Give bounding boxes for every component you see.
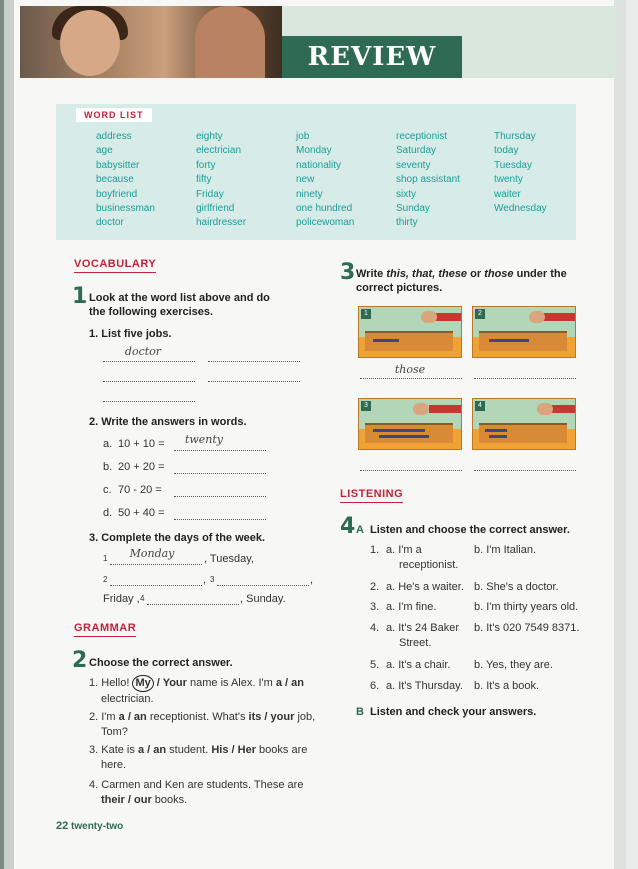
item-text: receptionist. What's xyxy=(149,711,246,723)
day-before-4: Friday , xyxy=(103,593,140,605)
listen-item-1-number: 1. xyxy=(370,544,380,556)
item-text: Hello! xyxy=(101,677,130,689)
exercise-1-instruction: Look at the word list above and do the following exercises. xyxy=(89,292,270,318)
listen-item-3-option-b[interactable]: b. I'm thirty years old. xyxy=(474,601,579,613)
header-photo xyxy=(20,6,282,78)
grammar-item-1 xyxy=(89,675,319,707)
title-band xyxy=(282,36,462,78)
day-1-answer: Monday xyxy=(129,547,175,560)
picture-number: 4 xyxy=(475,401,485,411)
q2a-sum: 10 + 10 = xyxy=(118,438,165,450)
item-text: Kate is xyxy=(101,744,135,756)
exercise-3-instruction xyxy=(356,267,576,295)
word-list-column-4 xyxy=(396,130,460,231)
word-list-column-3 xyxy=(296,130,354,231)
comma: , xyxy=(203,574,207,586)
word-list-column-1 xyxy=(96,130,155,231)
word: twenty xyxy=(494,174,523,186)
word: doctor xyxy=(96,217,124,229)
instruction-words: this, that, these xyxy=(386,268,468,280)
item-number: 2. xyxy=(89,711,99,723)
word: age xyxy=(96,145,113,157)
exercise-2-number: 2 xyxy=(72,648,88,673)
item-number: 3. xyxy=(89,744,99,756)
page-number-words: twenty-two xyxy=(71,821,124,832)
word: businessman xyxy=(96,203,155,215)
item-text: name is Alex. I'm xyxy=(190,677,273,689)
word: Monday xyxy=(296,145,332,157)
exercise-1-number: 1 xyxy=(72,284,88,309)
job-answer-3[interactable] xyxy=(103,370,195,382)
option-a-text: a. It's 24 Baker xyxy=(386,622,460,634)
photo-man xyxy=(195,6,265,78)
arm xyxy=(433,313,462,321)
word-list-box xyxy=(56,104,576,240)
listening-heading: LISTENING xyxy=(340,488,403,503)
item-text: here. xyxy=(101,759,127,771)
word: boyfriend xyxy=(96,188,138,200)
listen-item-2-option-b[interactable]: b. She's a doctor. xyxy=(474,581,559,593)
day-4-line[interactable] xyxy=(147,593,239,605)
option[interactable]: / Your xyxy=(156,677,187,689)
circled-answer[interactable]: My xyxy=(132,675,153,692)
picture-table xyxy=(365,423,453,443)
picture-4-answer-line[interactable] xyxy=(474,459,576,471)
option[interactable]: their / our xyxy=(101,794,152,806)
pointing-hand xyxy=(421,311,437,323)
option[interactable]: its / your xyxy=(248,711,295,723)
day-3-number: 3 xyxy=(210,575,215,584)
day-after-4: , Sunday. xyxy=(240,593,286,605)
word: address xyxy=(96,131,132,142)
listen-item-1-option-a[interactable] xyxy=(386,543,476,573)
grammar-item-4 xyxy=(89,778,319,808)
item-text: Tom? xyxy=(101,726,128,738)
option-a-text: a. I'm a xyxy=(386,544,422,556)
q2c-answer-line[interactable] xyxy=(174,485,266,497)
arm xyxy=(549,405,576,413)
listen-item-4-option-b[interactable]: b. It's 020 7549 8371. xyxy=(474,622,580,634)
arm xyxy=(543,313,576,321)
page-title: REVIEW xyxy=(307,42,437,72)
option-a-text: Street. xyxy=(399,637,432,649)
pen xyxy=(379,435,429,438)
q2-label: 2. Write the answers in words. xyxy=(89,416,247,428)
word-list-column-2 xyxy=(196,130,246,231)
word: waiter xyxy=(494,188,521,200)
job-answer-1-text: doctor xyxy=(124,345,162,358)
listen-item-6-option-a[interactable]: a. It's Thursday. xyxy=(386,680,463,692)
listen-item-4-number: 4. xyxy=(370,622,380,634)
item-text: books are xyxy=(259,744,308,756)
word: because xyxy=(96,174,134,186)
pen xyxy=(485,429,507,432)
word: thirty xyxy=(396,217,418,229)
grammar-item-3 xyxy=(89,743,319,773)
word: policewoman xyxy=(296,217,355,229)
word-list-column-5 xyxy=(494,130,547,216)
pen xyxy=(489,435,507,438)
listen-item-5-option-a[interactable]: a. It's a chair. xyxy=(386,659,451,671)
item-text: Carmen and Ken are students. These are xyxy=(101,779,304,791)
part-a-label: A xyxy=(356,524,364,536)
q2c-prefix: c. xyxy=(103,484,112,496)
option[interactable]: a / an xyxy=(275,677,304,689)
item-number: 4. xyxy=(89,779,99,791)
word-list-label: WORD LIST xyxy=(76,108,152,122)
option[interactable]: a / an xyxy=(118,711,147,723)
listen-item-5-number: 5. xyxy=(370,659,380,671)
day-after-1: , Tuesday, xyxy=(204,553,254,565)
item-number: 1. xyxy=(89,677,99,689)
day-3-line[interactable] xyxy=(217,574,309,586)
word: ninety xyxy=(296,188,323,200)
word: hairdresser xyxy=(196,217,247,229)
day-1-number: 1 xyxy=(103,554,108,563)
picture-4 xyxy=(472,398,576,450)
q2d-answer-line[interactable] xyxy=(174,508,266,520)
listen-item-6-number: 6. xyxy=(370,680,380,692)
listen-item-2-option-a[interactable]: a. He's a waiter. xyxy=(386,581,464,593)
comma: , xyxy=(310,574,314,586)
picture-table xyxy=(479,423,567,443)
word: Sunday xyxy=(396,203,430,215)
q2a-answer: twenty xyxy=(184,433,224,446)
word: today xyxy=(494,145,519,157)
listen-item-6-option-b[interactable]: b. It's a book. xyxy=(474,680,540,692)
page-edge xyxy=(614,0,626,869)
q2a-prefix: a. xyxy=(103,438,113,450)
grammar-heading: GRAMMAR xyxy=(74,622,136,637)
exercise-4-number: 4 xyxy=(340,514,356,539)
word: receptionist xyxy=(396,131,448,142)
word: Thursday xyxy=(494,131,536,142)
picture-number: 3 xyxy=(361,401,371,411)
word: shop assistant xyxy=(396,174,460,186)
q2c-sum: 70 - 20 = xyxy=(118,484,162,496)
pointing-hand xyxy=(413,403,429,415)
q2b-prefix: b. xyxy=(103,461,113,473)
word: Wednesday xyxy=(494,203,547,215)
part-b-instruction: Listen and check your answers. xyxy=(370,706,537,718)
word: Tuesday xyxy=(494,159,532,171)
item-text: electrician. xyxy=(101,693,154,705)
picture-1 xyxy=(358,306,462,358)
word: girlfriend xyxy=(196,203,235,215)
day-2-number: 2 xyxy=(103,575,108,584)
job-answer-5[interactable] xyxy=(103,390,195,402)
q2d-prefix: d. xyxy=(103,507,113,519)
page-number: 22 xyxy=(56,820,69,832)
q1-label: 1. List five jobs. xyxy=(89,328,172,340)
pointing-hand xyxy=(529,311,545,323)
listen-item-3-option-a[interactable]: a. I'm fine. xyxy=(386,601,437,613)
word: job xyxy=(296,131,310,142)
picture-3 xyxy=(358,398,462,450)
page-footer xyxy=(56,820,123,832)
q2b-sum: 20 + 20 = xyxy=(118,461,165,473)
exercise-3-number: 3 xyxy=(340,260,356,285)
q2b-answer-line[interactable] xyxy=(174,462,266,474)
job-answer-2[interactable] xyxy=(208,350,300,362)
arm xyxy=(429,405,462,413)
picture-3-answer-line[interactable] xyxy=(360,459,462,471)
pen xyxy=(489,339,529,342)
exercise-2-instruction: Choose the correct answer. xyxy=(89,657,233,669)
word: nationality xyxy=(296,159,342,171)
word: Saturday xyxy=(396,145,437,157)
word: sixty xyxy=(396,188,416,200)
day-4-number: 4 xyxy=(140,594,145,603)
picture-2 xyxy=(472,306,576,358)
photo-woman xyxy=(60,10,120,76)
book-spine xyxy=(0,0,14,869)
listen-item-5-option-b[interactable]: b. Yes, they are. xyxy=(474,659,553,671)
option[interactable]: His / Her xyxy=(211,744,256,756)
item-text: books. xyxy=(154,794,188,806)
word: one hundred xyxy=(296,203,353,215)
job-answer-4[interactable] xyxy=(208,370,300,382)
item-text: job, xyxy=(297,711,316,723)
instruction-text: correct pictures. xyxy=(356,282,443,294)
picture-2-answer-line[interactable] xyxy=(474,367,576,379)
instruction-text: or xyxy=(470,268,482,280)
listen-item-3-number: 3. xyxy=(370,601,380,613)
grammar-item-2 xyxy=(89,710,319,740)
review-header xyxy=(20,6,618,78)
q2d-sum: 50 + 40 = xyxy=(118,507,165,519)
instruction-text: under the xyxy=(516,268,567,280)
pen xyxy=(373,429,425,432)
instruction-text: Write xyxy=(356,268,384,280)
picture-number: 1 xyxy=(361,309,371,319)
instruction-words: those xyxy=(484,268,514,280)
picture-number: 2 xyxy=(475,309,485,319)
word: Friday xyxy=(196,188,224,200)
item-text: I'm xyxy=(101,711,116,723)
word: seventy xyxy=(396,159,431,171)
word: eighty xyxy=(196,131,223,142)
word: forty xyxy=(196,159,216,171)
vocabulary-heading: VOCABULARY xyxy=(74,258,156,273)
word: electrician xyxy=(196,145,242,157)
option[interactable]: a / an xyxy=(137,744,167,756)
word: fifty xyxy=(196,174,212,186)
pointing-hand xyxy=(537,403,553,415)
word: new xyxy=(296,174,315,186)
part-a-instruction: Listen and choose the correct answer. xyxy=(370,524,570,536)
option-a-text: receptionist. xyxy=(399,559,459,571)
q3-label: 3. Complete the days of the week. xyxy=(89,532,266,544)
listen-item-4-option-a[interactable] xyxy=(386,621,476,651)
part-b-label: B xyxy=(356,706,364,718)
picture-1-answer: those xyxy=(394,363,426,376)
listen-item-2-number: 2. xyxy=(370,581,380,593)
day-2-line[interactable] xyxy=(110,574,202,586)
pen xyxy=(373,339,399,342)
listen-item-1-option-b[interactable]: b. I'm Italian. xyxy=(474,544,537,556)
word: babysitter xyxy=(96,159,140,171)
item-text: student. xyxy=(169,744,209,756)
